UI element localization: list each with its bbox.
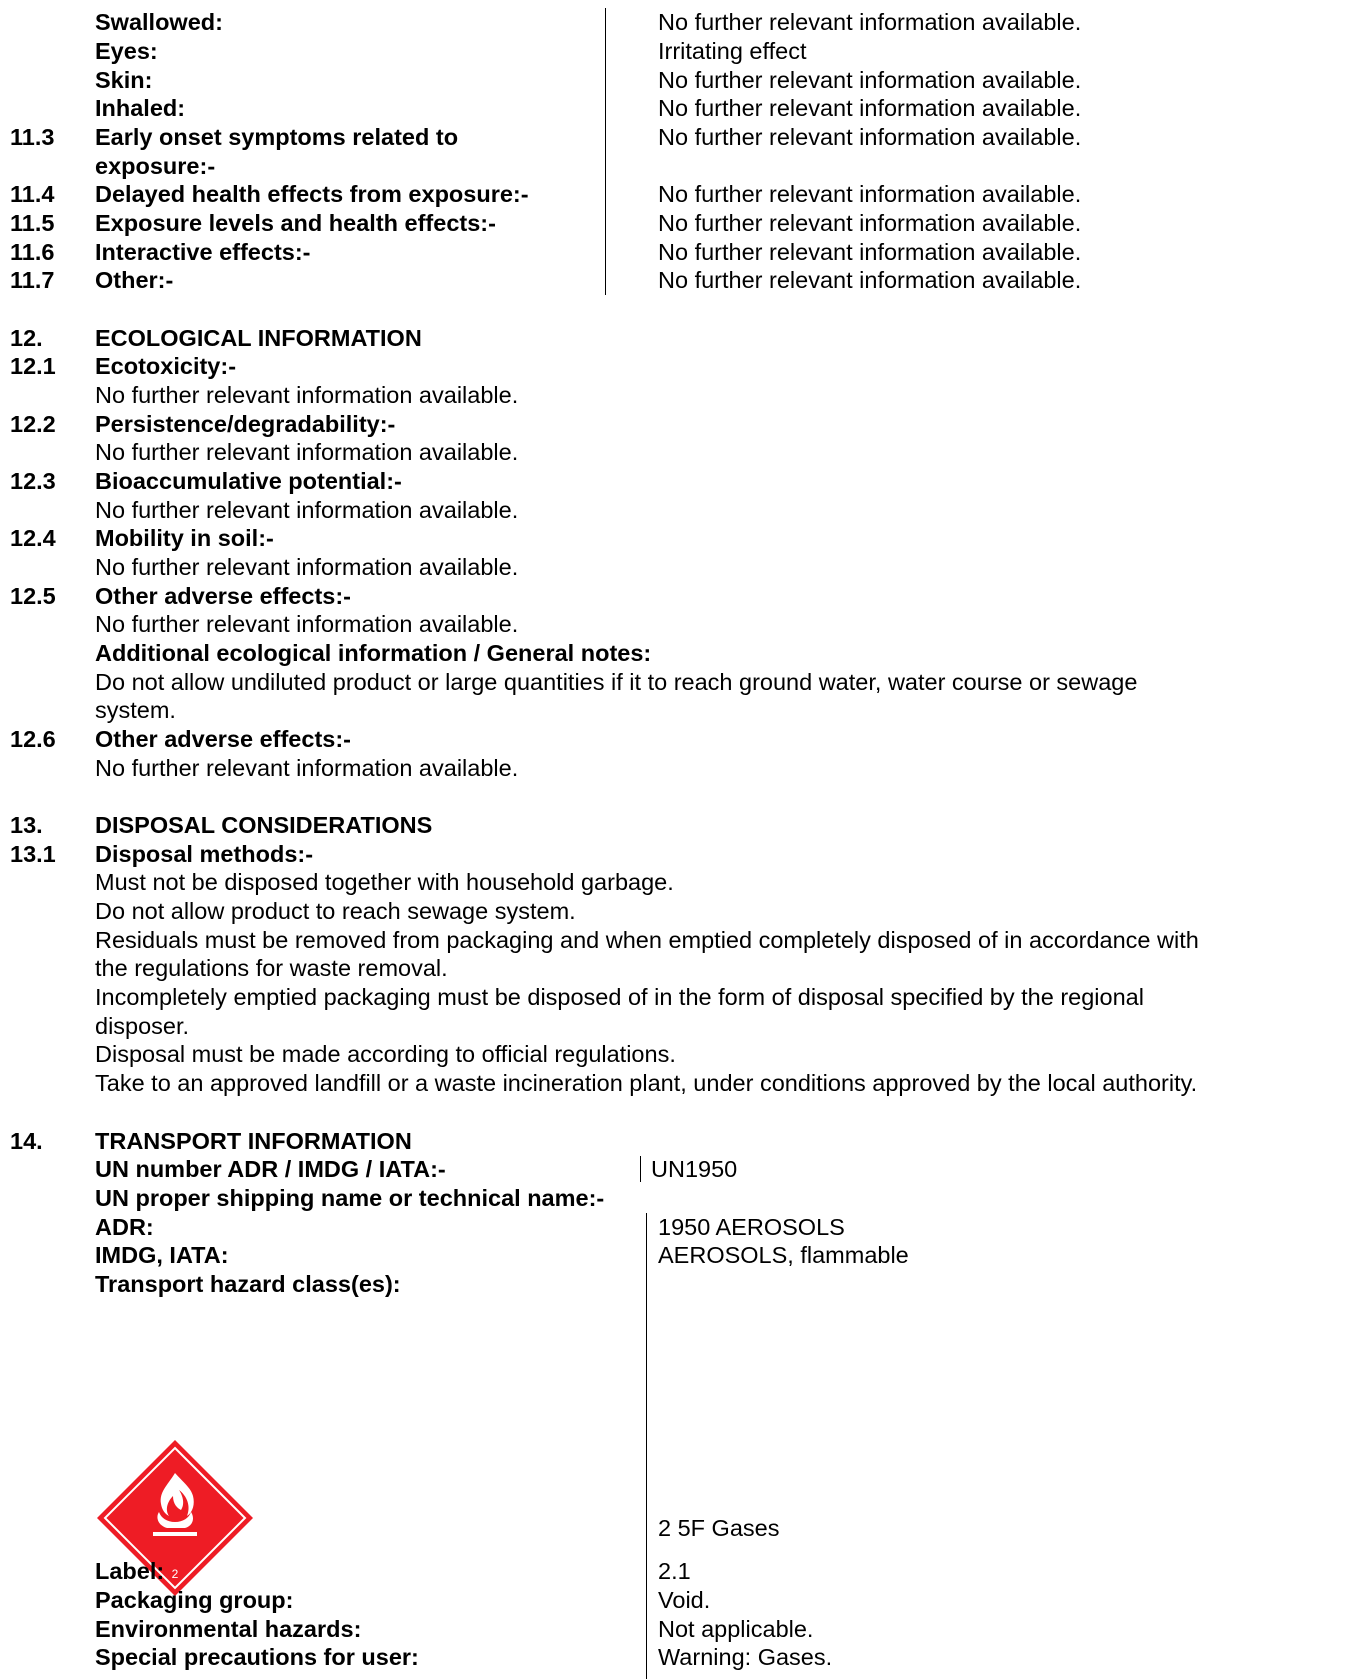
disposal-line: disposer. [95, 1013, 190, 1039]
row-11-6-label: Interactive effects:- [95, 239, 311, 265]
special-precautions-value: Warning: Gases. [658, 1644, 833, 1670]
row-11-3-label-continued: exposure:- [95, 153, 216, 179]
section-13-number: 13. [10, 812, 43, 838]
row-11-3-number: 11.3 [10, 124, 55, 150]
sub-12-6-text: No further relevant information available. [95, 755, 519, 781]
adr-value: 1950 AEROSOLS [658, 1214, 845, 1240]
row-11-7-number: 11.7 [10, 267, 55, 293]
row-inhaled-label: Inhaled: [95, 95, 186, 121]
sub-12-2-text: No further relevant information available. [95, 439, 519, 465]
disposal-line: Take to an approved landfill or a waste incineration plant, under conditions approved by the local authority. [95, 1070, 1198, 1096]
disposal-line: Incompletely emptied packaging must be disposed of in the form of disposal specified by the regional [95, 984, 1144, 1010]
imdg-iata-label: IMDG, IATA: [95, 1242, 229, 1268]
row-11-4-value: No further relevant information available. [658, 181, 1082, 207]
general-notes-text: Do not allow undiluted product or large quantities if it to reach ground water, water course or sewage [95, 669, 1138, 695]
row-11-4-number: 11.4 [10, 181, 55, 207]
row-11-3-value: No further relevant information available. [658, 124, 1082, 150]
sub-13-1-number: 13.1 [10, 841, 56, 867]
un-number-value: UN1950 [651, 1156, 738, 1182]
row-11-5-label: Exposure levels and health effects:- [95, 210, 496, 236]
sub-12-3-text: No further relevant information available. [95, 497, 519, 523]
pictogram-class-number: 2 [171, 1567, 179, 1581]
hazard-class-value: 2 5F Gases [658, 1515, 780, 1541]
row-eyes-label: Eyes: [95, 38, 158, 64]
sub-12-5-text: No further relevant information available. [95, 611, 519, 637]
transport-column-divider [646, 1213, 647, 1679]
section-12-number: 12. [10, 325, 43, 351]
label-label: Label: [95, 1558, 165, 1584]
shipping-name-label: UN proper shipping name or technical name:- [95, 1185, 605, 1211]
sub-12-5-number: 12.5 [10, 583, 56, 609]
row-11-7-label: Other:- [95, 267, 174, 293]
row-skin-value: No further relevant information available. [658, 67, 1082, 93]
sub-12-1-number: 12.1 [10, 353, 56, 379]
sub-12-1-text: No further relevant information available. [95, 382, 519, 408]
sub-12-2-number: 12.2 [10, 411, 56, 437]
sub-13-1-heading: Disposal methods:- [95, 841, 314, 867]
row-11-6-value: No further relevant information available. [658, 239, 1082, 265]
label-value: 2.1 [658, 1558, 691, 1584]
disposal-line: the regulations for waste removal. [95, 955, 448, 981]
packaging-group-value: Void. [658, 1587, 711, 1613]
environmental-hazards-value: Not applicable. [658, 1616, 814, 1642]
sub-12-6-heading: Other adverse effects:- [95, 726, 351, 752]
disposal-line: Residuals must be removed from packaging and when emptied completely disposed of in accordance with [95, 927, 1199, 953]
un-number-label: UN number ADR / IMDG / IATA:- [95, 1156, 446, 1182]
sub-12-3-number: 12.3 [10, 468, 56, 494]
row-11-5-value: No further relevant information available. [658, 210, 1082, 236]
row-11-5-number: 11.5 [10, 210, 55, 236]
sub-12-3-heading: Bioaccumulative potential:- [95, 468, 402, 494]
hazard-class-label: Transport hazard class(es): [95, 1271, 401, 1297]
environmental-hazards-label: Environmental hazards: [95, 1616, 362, 1642]
imdg-iata-value: AEROSOLS, flammable [658, 1242, 909, 1268]
general-notes-heading: Additional ecological information / General notes: [95, 640, 652, 666]
packaging-group-label: Packaging group: [95, 1587, 294, 1613]
row-11-6-number: 11.6 [10, 239, 55, 265]
sub-12-6-number: 12.6 [10, 726, 56, 752]
row-swallowed-value: No further relevant information available. [658, 9, 1082, 35]
section-12-title: ECOLOGICAL INFORMATION [95, 325, 422, 351]
row-11-7-value: No further relevant information available. [658, 267, 1082, 293]
row-11-3-label: Early onset symptoms related to [95, 124, 459, 150]
general-notes-text-continued: system. [95, 697, 176, 723]
row-skin-label: Skin: [95, 67, 153, 93]
sub-12-4-heading: Mobility in soil:- [95, 525, 274, 551]
sub-12-1-heading: Ecotoxicity:- [95, 353, 237, 379]
disposal-line: Do not allow product to reach sewage system. [95, 898, 576, 924]
adr-label: ADR: [95, 1214, 154, 1240]
row-eyes-value: Irritating effect [658, 38, 807, 64]
un-number-divider [640, 1156, 641, 1182]
section-14-number: 14. [10, 1128, 43, 1154]
row-swallowed-label: Swallowed: [95, 9, 223, 35]
special-precautions-label: Special precautions for user: [95, 1644, 419, 1670]
disposal-line: Must not be disposed together with household garbage. [95, 869, 674, 895]
sub-12-4-number: 12.4 [10, 525, 56, 551]
row-11-4-label: Delayed health effects from exposure:- [95, 181, 529, 207]
sub-12-2-heading: Persistence/degradability:- [95, 411, 396, 437]
sub-12-4-text: No further relevant information available. [95, 554, 519, 580]
row-inhaled-value: No further relevant information available. [658, 95, 1082, 121]
sub-12-5-heading: Other adverse effects:- [95, 583, 351, 609]
disposal-line: Disposal must be made according to official regulations. [95, 1041, 676, 1067]
section-13-title: DISPOSAL CONSIDERATIONS [95, 812, 433, 838]
section-14-title: TRANSPORT INFORMATION [95, 1128, 412, 1154]
section-11-column-divider [605, 8, 606, 295]
